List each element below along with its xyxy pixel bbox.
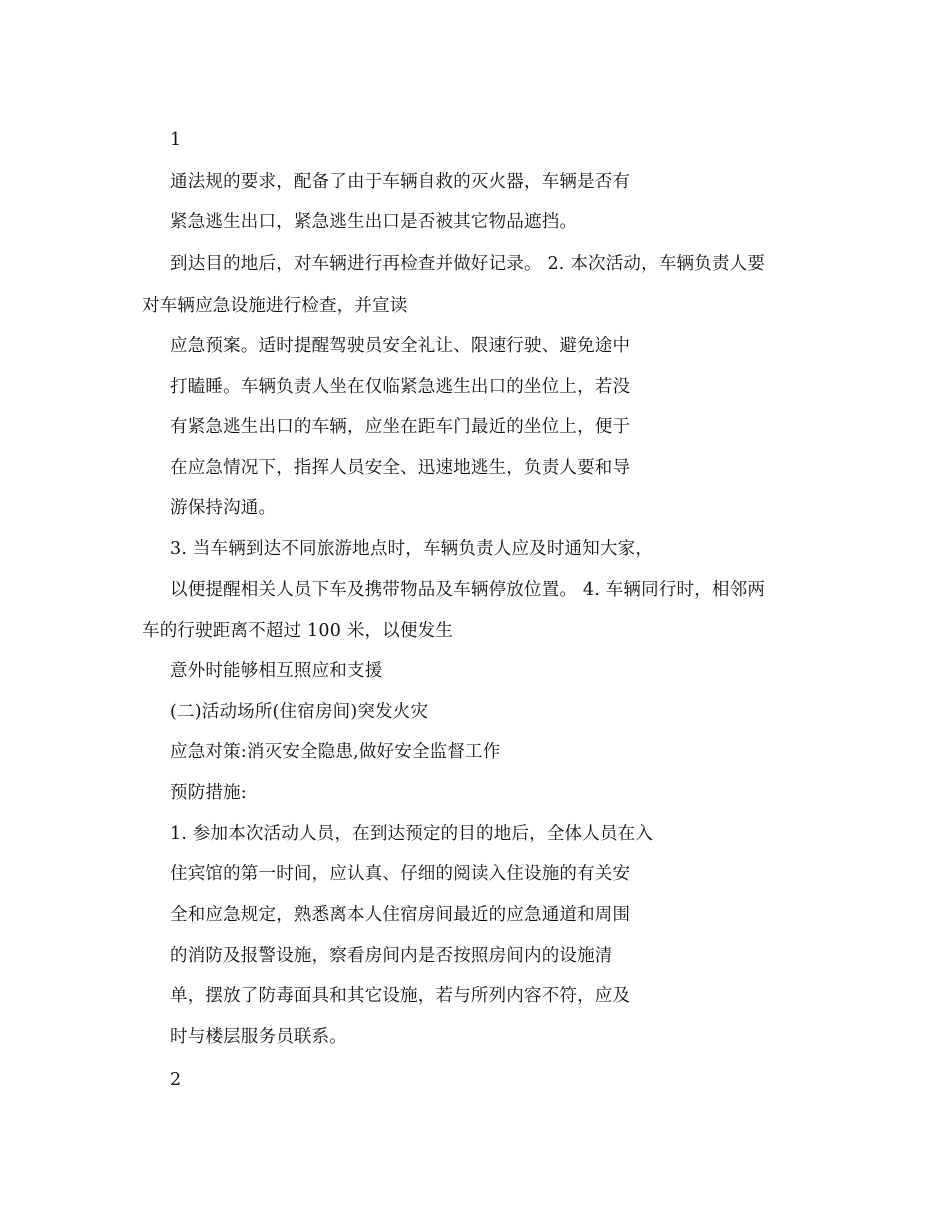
text-line: 意外时能够相互照应和支援: [170, 661, 383, 681]
text-line: 预防措施:: [170, 783, 247, 803]
text-line: 时与楼层服务员联系。: [170, 1027, 347, 1047]
text-line: 游保持沟通。: [170, 498, 277, 518]
text-line: 单，摆放了防毒面具和其它设施，若与所列内容不符，应及: [170, 986, 631, 1006]
text-line: 住宾馆的第一时间，应认真、仔细的阅读入住设施的有关安: [170, 864, 631, 884]
text-line: 对车辆应急设施进行检查，并宣读: [142, 296, 408, 316]
text-line: 通法规的要求，配备了由于车辆自救的灭火器，车辆是否有: [170, 172, 631, 192]
text-line: 的消防及报警设施，察看房间内是否按照房间内的设施清: [170, 946, 613, 966]
text-line: 车的行驶距离不超过 100 米，以便发生: [142, 621, 454, 641]
page-number-top: 1: [170, 130, 182, 150]
section-heading: (二)活动场所(住宿房间)突发火灾: [170, 702, 429, 722]
text-line: 打瞌睡。车辆负责人坐在仅临紧急逃生出口的坐位上，若没: [170, 377, 631, 397]
page-number-bottom: 2: [170, 1070, 182, 1090]
text-line: 应急对策:消灭安全隐患,做好安全监督工作: [170, 742, 501, 762]
text-line: 到达目的地后，对车辆进行再检查并做好记录。 2. 本次活动，车辆负责人要: [170, 254, 766, 274]
text-line: 应急预案。适时提醒驾驶员安全礼让、限速行驶、避免途中: [170, 336, 631, 356]
text-line: 1. 参加本次活动人员，在到达预定的目的地后，全体人员在入: [170, 824, 654, 844]
text-line: 全和应急规定，熟悉离本人住宿房间最近的应急通道和周围: [170, 905, 631, 925]
text-line: 以便提醒相关人员下车及携带物品及车辆停放位置。 4. 车辆同行时，相邻两: [170, 580, 766, 600]
text-line: 紧急逃生出口，紧急逃生出口是否被其它物品遮挡。: [170, 212, 578, 232]
text-line: 3. 当车辆到达不同旅游地点时，车辆负责人应及时通知大家，: [170, 539, 654, 559]
text-line: 在应急情况下，指挥人员安全、迅速地逃生，负责人要和导: [170, 458, 631, 478]
text-line: 有紧急逃生出口的车辆，应坐在距车门最近的坐位上，便于: [170, 417, 631, 437]
